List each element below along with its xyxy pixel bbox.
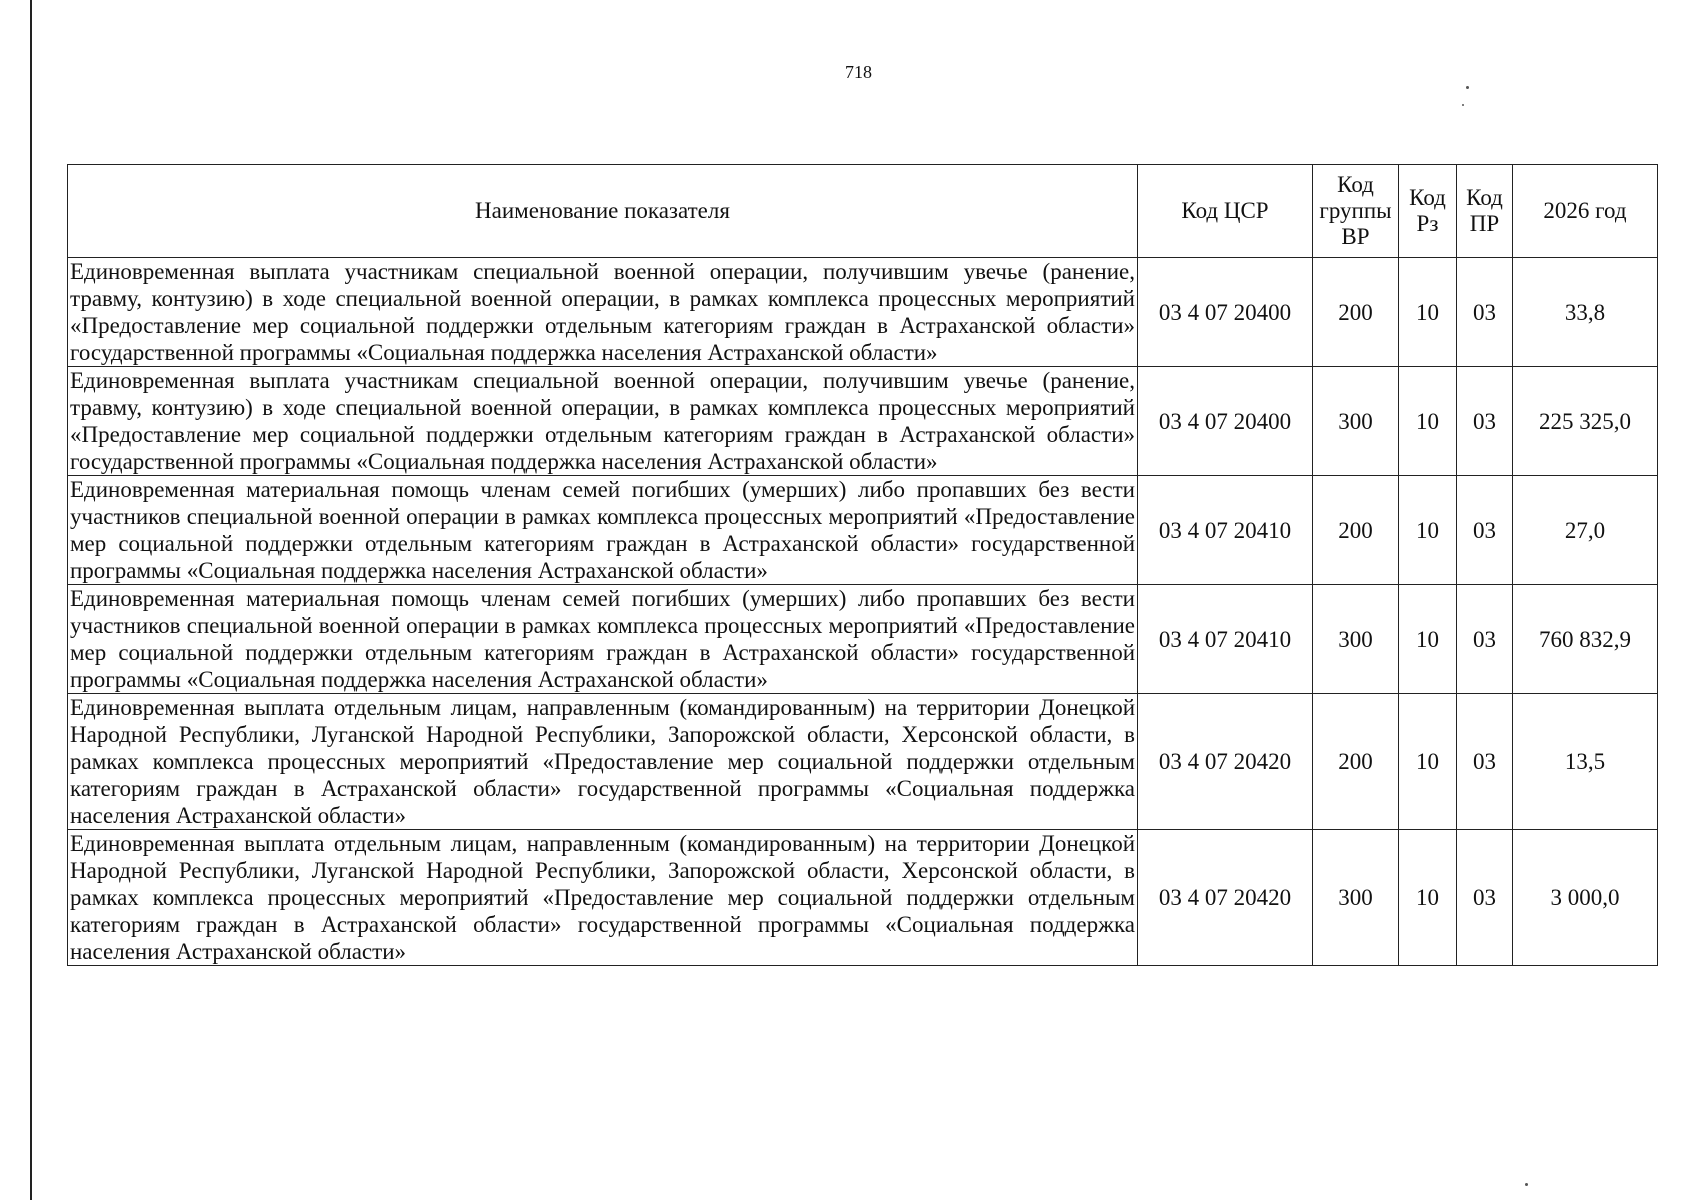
row-csr-code: 03 4 07 20400 xyxy=(1138,367,1313,476)
row-amount: 760 832,9 xyxy=(1513,585,1658,694)
row-rz-code: 10 xyxy=(1399,585,1457,694)
row-vr-code: 300 xyxy=(1313,830,1399,966)
row-rz-code: 10 xyxy=(1399,694,1457,830)
row-name: Единовременная выплата отдельным лицам, направленным (командированным) на территории Донецкой Народной Республики, Луганской Народной Республики, Запорожской области, Херсонской области, в рамках комплекса процессных мероприятий «Предоставление мер социальной поддержки отдельным категориям граждан в Астраханской области» государственной программы «Социальная поддержка населения Астраханской области» xyxy=(68,830,1138,966)
scan-speck xyxy=(1462,104,1464,106)
table-row xyxy=(68,258,1658,367)
row-vr-code: 300 xyxy=(1313,585,1399,694)
scan-speck xyxy=(1525,1183,1528,1186)
row-pr-code: 03 xyxy=(1457,585,1513,694)
row-name: Единовременная выплата отдельным лицам, направленным (командированным) на территории Донецкой Народной Республики, Луганской Народной Республики, Запорожской области, Херсонской области, в рамках комплекса процессных мероприятий «Предоставление мер социальной поддержки отдельным категориям граждан в Астраханской области» государственной программы «Социальная поддержка населения Астраханской области» xyxy=(68,694,1138,830)
header-amount-2026: 2026 год xyxy=(1513,165,1658,258)
table-row xyxy=(68,585,1658,694)
row-csr-code: 03 4 07 20420 xyxy=(1138,830,1313,966)
row-name: Единовременная материальная помощь членам семей погибших (умерших) либо пропавших без вести участников специальной военной операции в рамках комплекса процессных мероприятий «Предоставление мер социальной поддержки отдельным категориям граждан в Астраханской области» государственной программы «Социальная поддержка населения Астраханской области» xyxy=(68,476,1138,585)
table-row xyxy=(68,367,1658,476)
row-amount: 33,8 xyxy=(1513,258,1658,367)
row-pr-code: 03 xyxy=(1457,830,1513,966)
page-binding-line xyxy=(30,0,32,1200)
row-name: Единовременная выплата участникам специальной военной операции, получившим увечье (ранение, травму, контузию) в ходе специальной военной операции, в рамках комплекса процессных мероприятий «Предоставление мер социальной поддержки отдельным категориям граждан в Астраханской области» государственной программы «Социальная поддержка населения Астраханской области» xyxy=(68,258,1138,367)
row-csr-code: 03 4 07 20400 xyxy=(1138,258,1313,367)
row-vr-code: 200 xyxy=(1313,694,1399,830)
row-pr-code: 03 xyxy=(1457,694,1513,830)
row-name: Единовременная выплата участникам специальной военной операции, получившим увечье (ранение, травму, контузию) в ходе специальной военной операции, в рамках комплекса процессных мероприятий «Предоставление мер социальной поддержки отдельным категориям граждан в Астраханской области» государственной программы «Социальная поддержка населения Астраханской области» xyxy=(68,367,1138,476)
table-row xyxy=(68,830,1658,966)
row-csr-code: 03 4 07 20420 xyxy=(1138,694,1313,830)
row-pr-code: 03 xyxy=(1457,367,1513,476)
row-amount: 225 325,0 xyxy=(1513,367,1658,476)
row-name: Единовременная материальная помощь членам семей погибших (умерших) либо пропавших без вести участников специальной военной операции в рамках комплекса процессных мероприятий «Предоставление мер социальной поддержки отдельным категориям граждан в Астраханской области» государственной программы «Социальная поддержка населения Астраханской области» xyxy=(68,585,1138,694)
scan-speck xyxy=(1466,86,1469,89)
header-name: Наименование показателя xyxy=(68,165,1138,258)
row-vr-code: 200 xyxy=(1313,476,1399,585)
row-amount: 13,5 xyxy=(1513,694,1658,830)
row-rz-code: 10 xyxy=(1399,367,1457,476)
header-pr-code: Код ПР xyxy=(1457,165,1513,258)
header-csr-code: Код ЦСР xyxy=(1138,165,1313,258)
table-header-row xyxy=(68,165,1658,258)
row-vr-code: 200 xyxy=(1313,258,1399,367)
header-vr-group-code: Код группы ВР xyxy=(1313,165,1399,258)
table-row xyxy=(68,476,1658,585)
row-rz-code: 10 xyxy=(1399,258,1457,367)
page-number: 718 xyxy=(845,62,872,82)
row-vr-code: 300 xyxy=(1313,367,1399,476)
row-pr-code: 03 xyxy=(1457,476,1513,585)
header-rz-code: Код Рз xyxy=(1399,165,1457,258)
row-rz-code: 10 xyxy=(1399,830,1457,966)
row-amount: 27,0 xyxy=(1513,476,1658,585)
budget-table xyxy=(67,164,1658,966)
row-csr-code: 03 4 07 20410 xyxy=(1138,476,1313,585)
row-rz-code: 10 xyxy=(1399,476,1457,585)
row-amount: 3 000,0 xyxy=(1513,830,1658,966)
row-pr-code: 03 xyxy=(1457,258,1513,367)
table-row xyxy=(68,694,1658,830)
row-csr-code: 03 4 07 20410 xyxy=(1138,585,1313,694)
